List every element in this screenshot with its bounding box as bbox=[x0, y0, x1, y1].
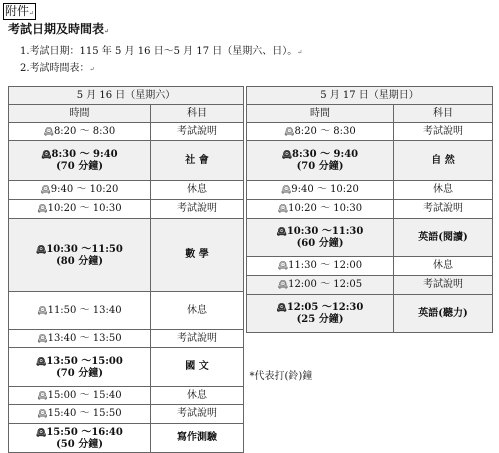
attachment-label: 附件↵ bbox=[5, 4, 35, 18]
time-cell bbox=[9, 292, 151, 330]
bell-icon: 🕰 bbox=[37, 204, 48, 213]
time-cell bbox=[247, 141, 394, 181]
bell-icon: 🕰 bbox=[276, 302, 287, 312]
duration: (70 分鐘) bbox=[56, 161, 103, 172]
time-cell bbox=[9, 141, 151, 181]
bell-icon: 🕰 bbox=[276, 226, 287, 236]
subject-cell: 英語(聽力) bbox=[394, 295, 493, 333]
column-header-subject: 科目 bbox=[394, 105, 493, 123]
column-header-time: 時間 bbox=[247, 105, 394, 123]
subject-cell: 考試說明 bbox=[394, 276, 493, 295]
time-range: 10:30 ～11:50 bbox=[46, 243, 123, 255]
table-row bbox=[247, 257, 493, 276]
subject-cell: 考試說明 bbox=[151, 200, 244, 219]
table-row bbox=[9, 292, 244, 330]
time-cell bbox=[9, 348, 151, 387]
table-row bbox=[9, 387, 244, 405]
time-range: 13:40 ～ 13:50 bbox=[47, 332, 122, 344]
time-range: 8:20 ～ 8:30 bbox=[294, 125, 356, 137]
time-cell bbox=[9, 424, 151, 453]
subject-cell: 休息 bbox=[394, 257, 493, 276]
table-row bbox=[9, 123, 244, 141]
table-row bbox=[9, 348, 244, 387]
duration: (80 分鐘) bbox=[56, 255, 103, 267]
duration: (60 分鐘) bbox=[296, 238, 344, 249]
time-cell bbox=[9, 200, 151, 219]
time-range: 10:20 ～ 10:30 bbox=[288, 203, 363, 214]
subject-cell: 考試說明 bbox=[151, 123, 244, 141]
note: *代表打(鈴)鐘 bbox=[247, 333, 493, 422]
duration: (25 分鐘) bbox=[296, 314, 344, 325]
bell-icon: 🕰 bbox=[281, 185, 292, 194]
subject-cell: 休息 bbox=[151, 387, 244, 405]
subject-cell: 考試說明 bbox=[151, 405, 244, 424]
table-row bbox=[247, 123, 493, 141]
table-row bbox=[247, 219, 493, 257]
subject-cell: 考試說明 bbox=[394, 123, 493, 141]
table-row bbox=[9, 219, 244, 292]
time-range: 8:30 ～ 9:40 bbox=[292, 149, 359, 160]
bell-icon: 🕰 bbox=[37, 305, 48, 315]
time-cell bbox=[247, 123, 394, 141]
subject-cell: 英語(閱讀) bbox=[394, 219, 493, 257]
table-row bbox=[9, 141, 244, 181]
table-row bbox=[247, 181, 493, 200]
time-range: 8:30 ～ 9:40 bbox=[51, 149, 118, 160]
time-cell bbox=[9, 387, 151, 405]
exam-dates-line: 1.考試日期：115 年 5 月 16 日～5 月 17 日（星期六、日）。↵ bbox=[20, 46, 303, 57]
time-cell bbox=[247, 295, 394, 333]
duration: (70 分鐘) bbox=[296, 161, 344, 172]
time-cell bbox=[9, 330, 151, 348]
bell-icon: 🕰 bbox=[41, 149, 52, 159]
time-range: 15:40 ～ 15:50 bbox=[47, 408, 122, 419]
table-row bbox=[247, 200, 493, 219]
column-header-time: 時間 bbox=[9, 105, 151, 123]
schedule-table-day1 bbox=[8, 86, 244, 453]
bell-icon: 🕰 bbox=[37, 409, 48, 418]
subject-cell: 休息 bbox=[151, 292, 244, 330]
subject-cell: 社 會 bbox=[151, 141, 244, 181]
bell-icon: 🕰 bbox=[277, 261, 289, 270]
time-range: 15:50 ～16:40 bbox=[46, 426, 123, 438]
subject-cell: 考試說明 bbox=[394, 200, 493, 219]
time-cell bbox=[9, 219, 151, 292]
time-range: 13:50 ～15:00 bbox=[46, 355, 123, 367]
time-range: 12:00 ～ 12:05 bbox=[288, 279, 363, 290]
duration: (50 分鐘) bbox=[56, 438, 103, 450]
bell-icon: 🕰 bbox=[36, 355, 47, 366]
time-range: 15:00 ～ 15:40 bbox=[47, 389, 122, 401]
bell-icon: 🕰 bbox=[40, 185, 51, 194]
date-header: 5 月 16 日（星期六） bbox=[9, 87, 244, 105]
time-cell bbox=[247, 219, 394, 257]
time-cell bbox=[247, 200, 394, 219]
bell-icon: 🕰 bbox=[277, 280, 289, 289]
time-cell bbox=[247, 276, 394, 295]
subject-cell: 考試說明 bbox=[151, 330, 244, 348]
table-row bbox=[9, 200, 244, 219]
time-range: 9:40 ～ 10:20 bbox=[291, 184, 359, 195]
bell-icon: 🕰 bbox=[284, 126, 295, 136]
subject-cell: 寫作測驗 bbox=[151, 424, 244, 453]
bell-icon: 🕰 bbox=[43, 126, 54, 136]
table-row bbox=[9, 405, 244, 424]
date-header: 5 月 17 日（星期日） bbox=[247, 87, 493, 105]
time-cell bbox=[247, 257, 394, 276]
subject-cell: 數 學 bbox=[151, 219, 244, 292]
bell-icon: 🕰 bbox=[37, 333, 48, 343]
table-row bbox=[9, 424, 244, 453]
bell-icon: 🕰 bbox=[277, 204, 289, 213]
table-row bbox=[247, 276, 493, 295]
schedule-table-day2 bbox=[246, 86, 493, 422]
time-range: 11:30 ～ 12:00 bbox=[288, 260, 363, 271]
bell-icon: 🕰 bbox=[36, 426, 47, 437]
table-row bbox=[9, 181, 244, 200]
time-range: 10:30 ～11:30 bbox=[286, 226, 364, 237]
duration: (70 分鐘) bbox=[56, 367, 103, 379]
table-row bbox=[247, 295, 493, 333]
table-row bbox=[9, 330, 244, 348]
bell-icon: 🕰 bbox=[281, 149, 293, 159]
subject-cell: 自 然 bbox=[394, 141, 493, 181]
time-cell bbox=[9, 123, 151, 141]
time-cell bbox=[9, 405, 151, 424]
time-range: 11:50 ～ 13:40 bbox=[47, 304, 122, 316]
exam-schedule-line: 2.考試時間表：↵ bbox=[20, 63, 95, 74]
subject-cell: 休息 bbox=[394, 181, 493, 200]
column-header-subject: 科目 bbox=[151, 105, 244, 123]
page-title: 考試日期及時間表↵ bbox=[8, 22, 110, 36]
subject-cell: 國 文 bbox=[151, 348, 244, 387]
time-range: 12:05 ～12:30 bbox=[286, 302, 364, 313]
bell-icon: 🕰 bbox=[37, 390, 48, 400]
time-cell bbox=[9, 181, 151, 200]
subject-cell: 休息 bbox=[151, 181, 244, 200]
bell-icon: 🕰 bbox=[36, 243, 47, 254]
time-cell bbox=[247, 181, 394, 200]
time-range: 9:40 ～ 10:20 bbox=[50, 184, 119, 195]
time-range: 8:20 ～ 8:30 bbox=[53, 125, 116, 137]
table-row bbox=[247, 141, 493, 181]
time-range: 10:20 ～ 10:30 bbox=[47, 203, 122, 214]
